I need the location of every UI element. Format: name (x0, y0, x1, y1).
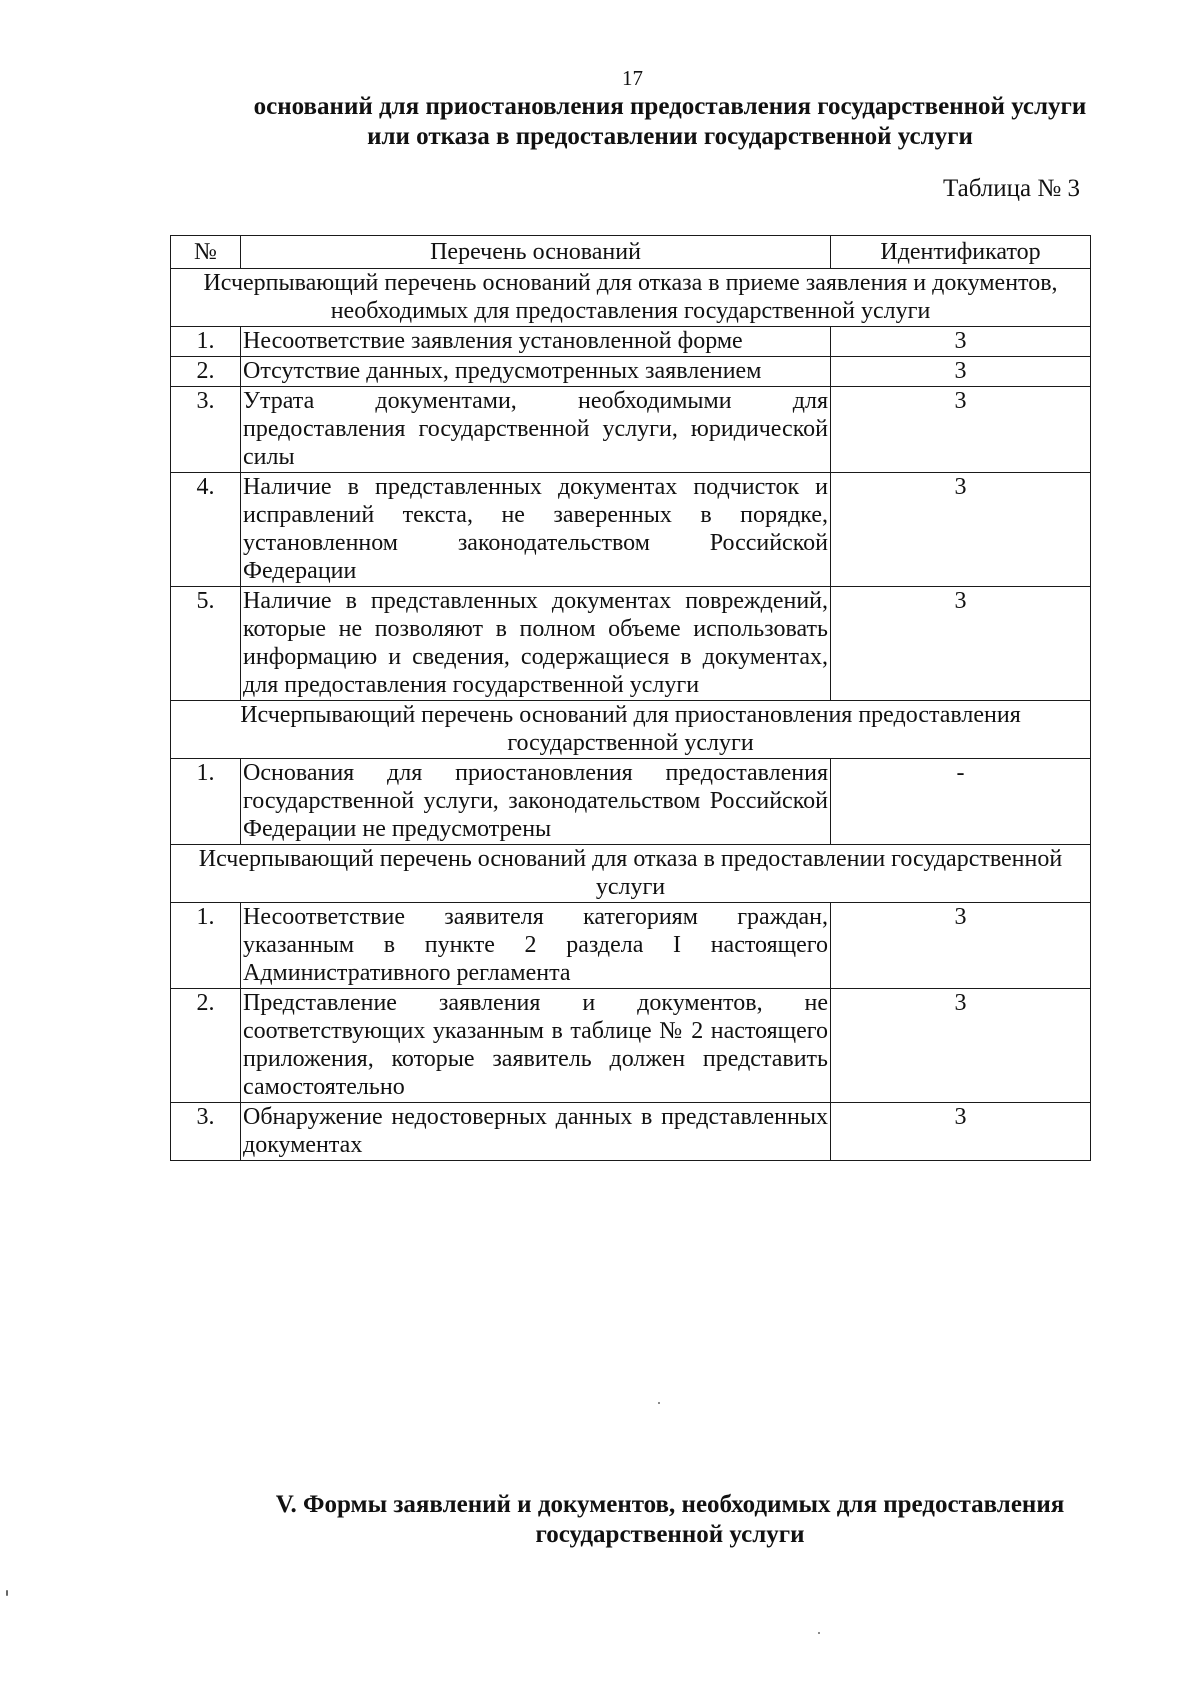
grounds-table (170, 235, 1091, 1161)
row-number: 2. (171, 357, 241, 387)
row-number: 1. (171, 903, 241, 989)
row-identifier: 3 (831, 903, 1091, 989)
table-row (171, 1103, 1091, 1161)
row-number: 3. (171, 1103, 241, 1161)
document-title (170, 92, 1170, 152)
document-title-line-1: оснований для приостановления предоставления государственной услуги (253, 93, 1087, 120)
row-identifier: 3 (831, 473, 1091, 587)
header-grounds: Перечень оснований (241, 236, 831, 269)
document-title-line-2: или отказа в предоставлении государственной услуги (367, 123, 973, 150)
section-v-heading (170, 1490, 1170, 1550)
scan-speck (658, 1402, 660, 1404)
row-number: 1. (171, 759, 241, 845)
table-row (171, 387, 1091, 473)
scan-speck (818, 1632, 820, 1634)
row-ground-text: Отсутствие данных, предусмотренных заявлением (241, 357, 831, 387)
row-ground-text: Несоответствие заявления установленной форме (241, 327, 831, 357)
row-identifier: 3 (831, 1103, 1091, 1161)
section-heading-suspension: Исчерпывающий перечень оснований для приостановления предоставления государственной услуги (171, 701, 1091, 759)
row-ground-text: Утрата документами, необходимыми для предоставления государственной услуги, юридической силы (241, 387, 831, 473)
row-number: 3. (171, 387, 241, 473)
row-identifier: 3 (831, 327, 1091, 357)
table-row (171, 989, 1091, 1103)
table-row (171, 473, 1091, 587)
row-identifier: - (831, 759, 1091, 845)
header-identifier: Идентификатор (831, 236, 1091, 269)
row-identifier: 3 (831, 357, 1091, 387)
row-number: 4. (171, 473, 241, 587)
row-ground-text: Наличие в представленных документах повреждений, которые не позволяют в полном объеме использовать информацию и сведения, содержащиеся в документах, для предоставления государственной услуги (241, 587, 831, 701)
row-ground-text: Представление заявления и документов, не соответствующих указанным в таблице № 2 настоящего приложения, которые заявитель должен представить самостоятельно (241, 989, 831, 1103)
row-number: 2. (171, 989, 241, 1103)
page-number: 17 (622, 66, 643, 90)
scan-speck (6, 1590, 8, 1596)
section-row (171, 701, 1091, 759)
section-row (171, 845, 1091, 903)
row-number: 5. (171, 587, 241, 701)
row-ground-text: Наличие в представленных документах подчисток и исправлений текста, не заверенных в порядке, установленном законодательством Российской Федерации (241, 473, 831, 587)
section-heading-refusal-reception: Исчерпывающий перечень оснований для отказа в приеме заявления и документов, необходимых для предоставления государственной услуги (171, 269, 1091, 327)
row-identifier: 3 (831, 587, 1091, 701)
table-caption: Таблица № 3 (942, 175, 1080, 202)
section-heading-refusal-service: Исчерпывающий перечень оснований для отказа в предоставлении государственной услуги (171, 845, 1091, 903)
table-row (171, 759, 1091, 845)
header-number: № (171, 236, 241, 269)
section-v-heading-line-2: государственной услуги (535, 1521, 805, 1548)
table-row (171, 903, 1091, 989)
section-v-heading-line-1: V. Формы заявлений и документов, необходимых для предоставления (275, 1491, 1065, 1518)
table-row (171, 587, 1091, 701)
row-ground-text: Несоответствие заявителя категориям граждан, указанным в пункте 2 раздела I настоящего Административного регламента (241, 903, 831, 989)
row-ground-text: Обнаружение недостоверных данных в представленных документах (241, 1103, 831, 1161)
table-row (171, 357, 1091, 387)
row-ground-text: Основания для приостановления предоставления государственной услуги, законодательством Российской Федерации не предусмотрены (241, 759, 831, 845)
row-number: 1. (171, 327, 241, 357)
table-header-row (171, 236, 1091, 269)
row-identifier: 3 (831, 989, 1091, 1103)
table-row (171, 327, 1091, 357)
section-row (171, 269, 1091, 327)
row-identifier: 3 (831, 387, 1091, 473)
